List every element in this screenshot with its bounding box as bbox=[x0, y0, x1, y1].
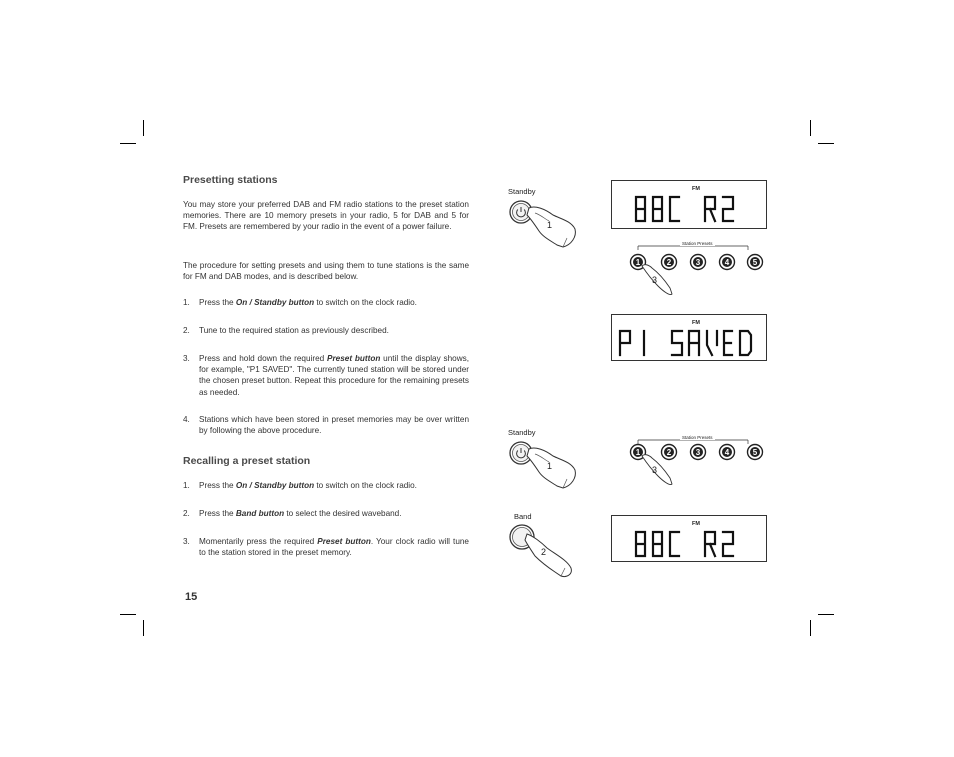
step-number: 2. bbox=[183, 509, 190, 518]
intro-paragraph: You may store your preferred DAB and FM radio stations to the preset station memories. There are 10 memory presets in your radio, 5 for DAB and 5 for FM. Presets are remembered by your radio in the event of a power failure. bbox=[183, 200, 469, 232]
preset-buttons bbox=[628, 445, 768, 495]
button-name: Preset button bbox=[327, 354, 381, 363]
preset-number: 5 bbox=[752, 448, 758, 457]
preset-number: 4 bbox=[724, 448, 730, 457]
step-number: 3. bbox=[183, 537, 190, 546]
standby-press-illustration bbox=[505, 195, 585, 255]
callout-number: 3 bbox=[652, 465, 658, 475]
lcd-segment-text bbox=[612, 181, 766, 228]
step-number: 3. bbox=[183, 354, 190, 363]
callout-number: 3 bbox=[652, 275, 658, 285]
preset-number: 3 bbox=[695, 448, 701, 457]
step-text: Tune to the required station as previously described. bbox=[199, 326, 389, 335]
step-number: 1. bbox=[183, 481, 190, 490]
preset-number: 1 bbox=[635, 258, 641, 267]
preset-buttons bbox=[628, 252, 768, 302]
step-item bbox=[183, 353, 469, 398]
step-text: Press and hold down the required Preset button until the display shows, for example, "P1 SAVED". The currently tuned station will be stored under the chosen preset button. Repeat this procedure for the remaining presets as needed. bbox=[199, 354, 470, 397]
step-number: 1. bbox=[183, 298, 190, 307]
step-text: Momentarily press the required Preset button. Your clock radio will tune to the station stored in the preset memory. bbox=[199, 537, 469, 558]
step-number: 4. bbox=[183, 415, 190, 424]
step-number: 2. bbox=[183, 326, 190, 335]
button-name: Preset button bbox=[317, 537, 371, 546]
button-name: On / Standby button bbox=[235, 298, 315, 307]
procedure-paragraph: The procedure for setting presets and using them to tune stations is the same for FM and DAB modes, and is described below. bbox=[183, 261, 469, 282]
crop-mark bbox=[818, 614, 834, 615]
band-label: Band bbox=[514, 512, 532, 521]
lcd-display bbox=[611, 515, 767, 562]
button-name: Band button bbox=[235, 509, 285, 518]
preset-number: 1 bbox=[635, 448, 641, 457]
station-presets-label: Station Presets bbox=[682, 241, 713, 246]
crop-mark bbox=[810, 120, 811, 136]
crop-mark bbox=[818, 143, 834, 144]
step-item bbox=[183, 325, 469, 336]
page-number: 15 bbox=[185, 591, 198, 603]
step-item bbox=[183, 536, 469, 558]
step-text: Press the Band button to select the desired waveband. bbox=[199, 509, 402, 518]
preset-number: 2 bbox=[666, 448, 672, 457]
step-text: Stations which have been stored in preset memories may be over written by following the above procedure. bbox=[199, 415, 469, 436]
preset-number: 4 bbox=[724, 258, 730, 267]
step-text: Press the On / Standby button to switch on the clock radio. bbox=[199, 481, 417, 490]
button-name: On / Standby button bbox=[235, 481, 315, 490]
callout-number: 2 bbox=[541, 547, 547, 557]
fm-indicator: FM bbox=[692, 186, 700, 192]
step-text: Press the On / Standby button to switch on the clock radio. bbox=[199, 298, 417, 307]
crop-mark bbox=[143, 120, 144, 136]
step-item bbox=[183, 508, 469, 519]
step-item bbox=[183, 480, 469, 491]
section-heading-presetting: Presetting stations bbox=[183, 174, 278, 186]
step-item bbox=[183, 297, 469, 308]
crop-mark bbox=[143, 620, 144, 636]
standby-press-illustration bbox=[505, 436, 585, 496]
lcd-display bbox=[611, 314, 767, 361]
lcd-segment-text bbox=[612, 516, 766, 561]
standby-label: Standby bbox=[508, 187, 536, 196]
lcd-segment-text bbox=[612, 315, 766, 360]
station-presets-label: Station Presets bbox=[682, 435, 713, 440]
crop-mark bbox=[120, 614, 136, 615]
callout-number: 1 bbox=[547, 220, 553, 230]
preset-number: 2 bbox=[666, 258, 672, 267]
callout-number: 1 bbox=[547, 461, 553, 471]
preset-number: 5 bbox=[752, 258, 758, 267]
step-item bbox=[183, 414, 469, 436]
preset-number: 3 bbox=[695, 258, 701, 267]
crop-mark bbox=[120, 143, 136, 144]
lcd-display bbox=[611, 180, 767, 229]
standby-label: Standby bbox=[508, 428, 536, 437]
band-press-illustration bbox=[505, 520, 585, 585]
crop-mark bbox=[810, 620, 811, 636]
section-heading-recalling: Recalling a preset station bbox=[183, 455, 311, 467]
fm-indicator: FM bbox=[692, 521, 700, 527]
fm-indicator: FM bbox=[692, 320, 700, 326]
